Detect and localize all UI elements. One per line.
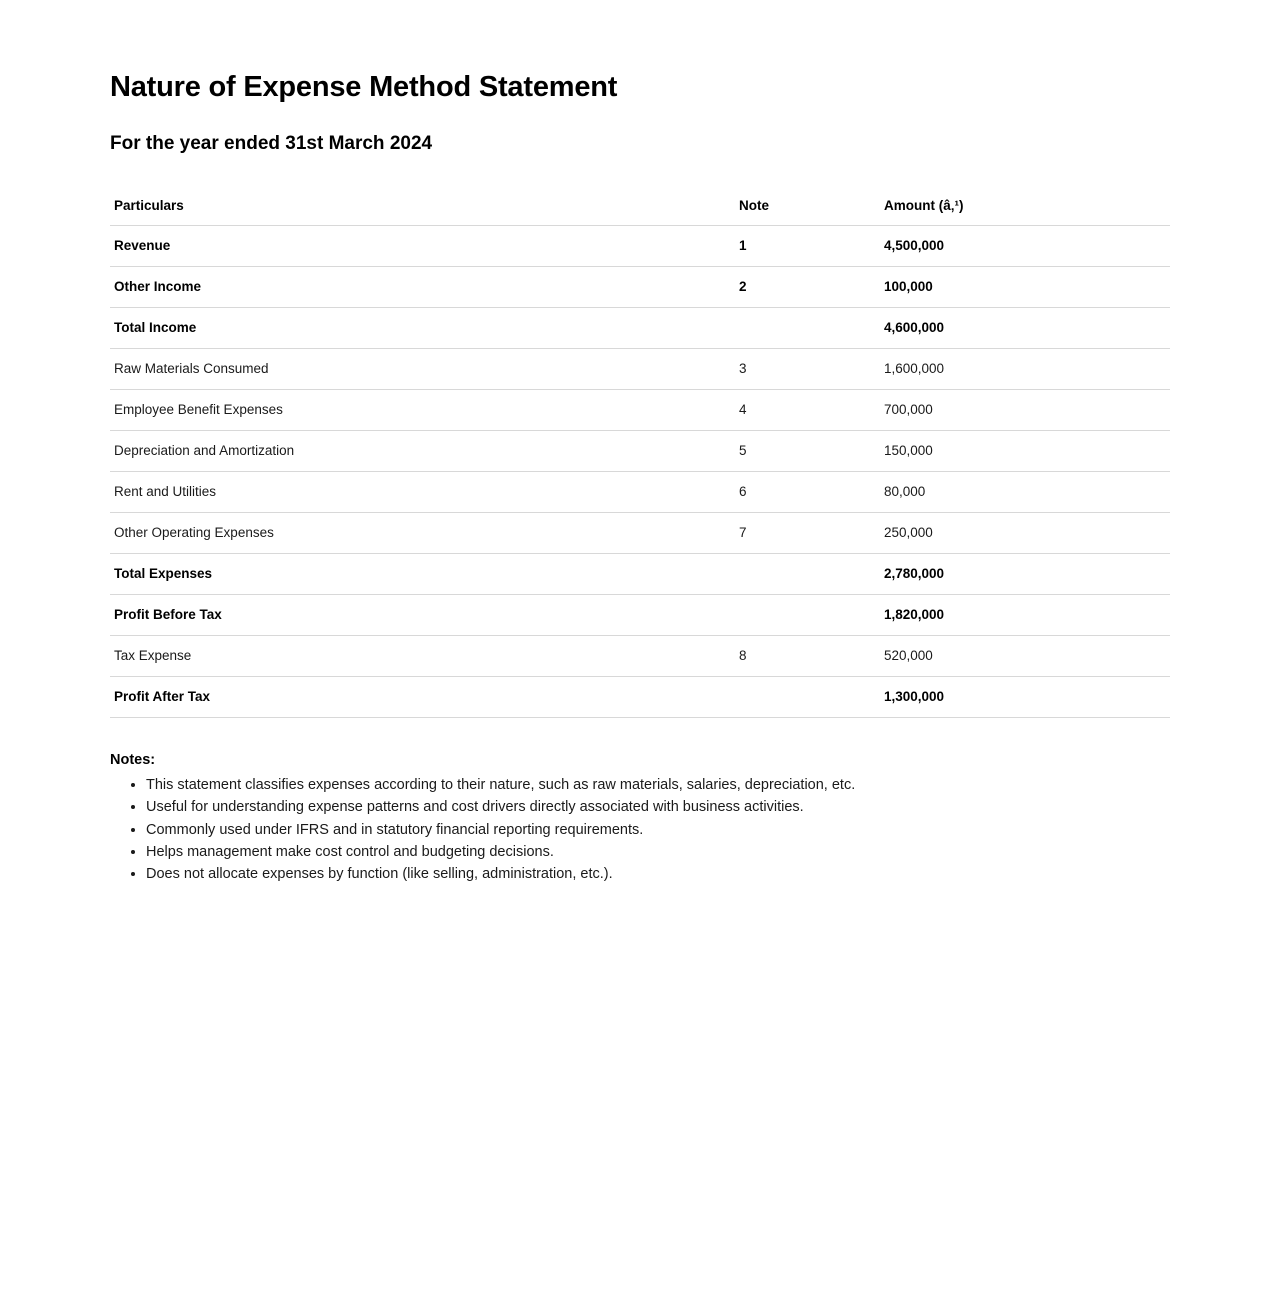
column-header-particulars: Particulars bbox=[110, 188, 735, 226]
table-row bbox=[110, 430, 1170, 471]
cell-particulars: Tax Expense bbox=[110, 635, 735, 676]
cell-amount: 700,000 bbox=[880, 389, 1170, 430]
page-title: Nature of Expense Method Statement bbox=[110, 71, 618, 103]
notes-heading: Notes: bbox=[110, 751, 156, 768]
cell-particulars: Revenue bbox=[110, 225, 735, 266]
cell-particulars: Other Operating Expenses bbox=[110, 512, 735, 553]
table-header bbox=[110, 188, 1170, 226]
table-row bbox=[110, 594, 1170, 635]
cell-note: 4 bbox=[735, 389, 880, 430]
cell-amount: 2,780,000 bbox=[880, 553, 1170, 594]
table-row bbox=[110, 225, 1170, 266]
cell-amount: 250,000 bbox=[880, 512, 1170, 553]
cell-amount: 1,300,000 bbox=[880, 676, 1170, 717]
cell-particulars: Total Expenses bbox=[110, 553, 735, 594]
table-header-row bbox=[110, 188, 1170, 226]
table-row bbox=[110, 307, 1170, 348]
table-row bbox=[110, 635, 1170, 676]
page-subtitle: For the year ended 31st March 2024 bbox=[110, 132, 433, 154]
list-item: • Commonly used under IFRS and in statutory financial reporting requirements. bbox=[146, 819, 1168, 841]
table-row bbox=[110, 471, 1170, 512]
cell-amount: 4,600,000 bbox=[880, 307, 1170, 348]
table-body bbox=[110, 225, 1170, 717]
cell-particulars: Profit Before Tax bbox=[110, 594, 735, 635]
cell-amount: 80,000 bbox=[880, 471, 1170, 512]
list-item: • This statement classifies expenses according to their nature, such as raw materials, salaries, depreciation, etc. bbox=[146, 774, 1168, 796]
cell-amount: 100,000 bbox=[880, 266, 1170, 307]
cell-note bbox=[735, 594, 880, 635]
table-row bbox=[110, 266, 1170, 307]
cell-amount: 1,820,000 bbox=[880, 594, 1170, 635]
cell-particulars: Raw Materials Consumed bbox=[110, 348, 735, 389]
cell-particulars: Depreciation and Amortization bbox=[110, 430, 735, 471]
cell-amount: 520,000 bbox=[880, 635, 1170, 676]
column-header-amount: Amount (â‚¹) bbox=[880, 188, 1170, 226]
cell-particulars: Employee Benefit Expenses bbox=[110, 389, 735, 430]
cell-note: 5 bbox=[735, 430, 880, 471]
cell-note: 7 bbox=[735, 512, 880, 553]
cell-note bbox=[735, 307, 880, 348]
cell-note bbox=[735, 676, 880, 717]
list-item: • Useful for understanding expense patterns and cost drivers directly associated with business activities. bbox=[146, 796, 1168, 818]
table-row bbox=[110, 553, 1170, 594]
cell-particulars: Other Income bbox=[110, 266, 735, 307]
cell-amount: 150,000 bbox=[880, 430, 1170, 471]
table-row bbox=[110, 348, 1170, 389]
table-row bbox=[110, 512, 1170, 553]
cell-note: 2 bbox=[735, 266, 880, 307]
cell-note: 1 bbox=[735, 225, 880, 266]
cell-particulars: Profit After Tax bbox=[110, 676, 735, 717]
cell-particulars: Total Income bbox=[110, 307, 735, 348]
cell-amount: 1,600,000 bbox=[880, 348, 1170, 389]
cell-note: 8 bbox=[735, 635, 880, 676]
table-row bbox=[110, 676, 1170, 717]
cell-note bbox=[735, 553, 880, 594]
column-header-note: Note bbox=[735, 188, 880, 226]
cell-particulars: Rent and Utilities bbox=[110, 471, 735, 512]
table-row bbox=[110, 389, 1170, 430]
list-item: • Helps management make cost control and budgeting decisions. bbox=[146, 841, 1168, 863]
cell-note: 6 bbox=[735, 471, 880, 512]
cell-note: 3 bbox=[735, 348, 880, 389]
cell-amount: 4,500,000 bbox=[880, 225, 1170, 266]
list-item: • Does not allocate expenses by function (like selling, administration, etc.). bbox=[146, 863, 1168, 885]
expense-statement-table bbox=[110, 188, 1170, 718]
notes-list bbox=[110, 774, 1168, 886]
